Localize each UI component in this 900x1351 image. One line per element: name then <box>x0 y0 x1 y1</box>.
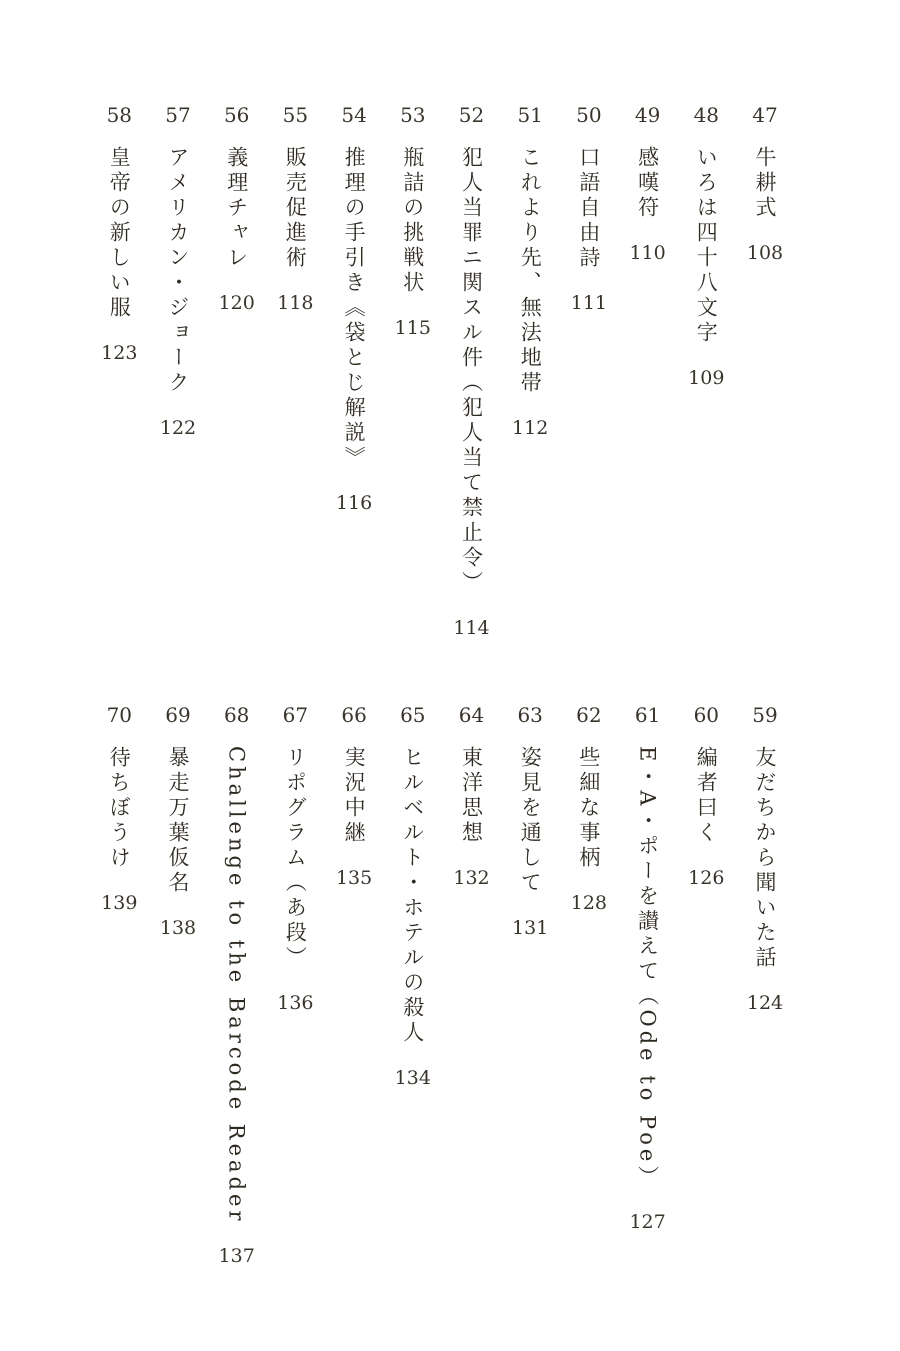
entry-number: 62 <box>576 703 602 727</box>
toc-entry <box>448 698 496 888</box>
entry-page-number-text: 139 <box>101 892 138 914</box>
toc-entry <box>95 98 143 363</box>
entry-title: 東洋思想 <box>459 746 484 846</box>
entry-number: 65 <box>400 703 426 727</box>
entry-number: 49 <box>634 103 661 127</box>
entry-title: E・A・ポーを讃えて（Ode to Poe） <box>635 746 660 1191</box>
entry-number: 60 <box>693 703 720 727</box>
entry-number: 55 <box>282 103 309 127</box>
entry-title: 推理の手引き《袋とじ解説》 <box>342 146 367 471</box>
entry-page-number-text: 127 <box>629 1211 666 1234</box>
entry-page-number-text: 111 <box>570 292 608 314</box>
entry-page-number <box>219 293 255 313</box>
entry-number: 70 <box>106 703 133 727</box>
entry-page-number <box>629 243 665 263</box>
entry-page-number <box>101 343 137 363</box>
toc-entry <box>330 98 378 513</box>
entry-number: 63 <box>517 703 543 727</box>
toc-entry <box>565 698 613 913</box>
entry-number: 66 <box>341 703 367 727</box>
entry-title: 皇帝の新しい服 <box>107 146 132 321</box>
entry-page-number <box>336 493 372 513</box>
entry-page-number-text: 132 <box>453 867 490 889</box>
toc-entry <box>624 698 672 1232</box>
entry-title: 姿見を通して <box>518 746 543 896</box>
entry-title: 口語自由詩 <box>576 146 601 271</box>
entry-page-number <box>571 293 607 313</box>
entry-page-number <box>160 418 196 438</box>
toc-entry <box>271 98 319 313</box>
entry-title: アメリカン・ジョーク <box>166 146 190 396</box>
entry-page-number-text: 131 <box>512 917 549 939</box>
toc-entry <box>389 698 437 1088</box>
toc-entry <box>330 698 378 888</box>
entry-title: Challenge to the Barcode Reader <box>224 746 249 1225</box>
entry-page-number <box>512 418 548 438</box>
entry-title: 犯人当罪ニ関スル件（犯人当て禁止令） <box>459 146 484 596</box>
entry-number: 51 <box>517 103 543 127</box>
entry-page-number <box>336 868 372 888</box>
entry-page-number-text: 128 <box>570 892 608 914</box>
toc-entry <box>213 698 261 1266</box>
entry-page-number <box>512 918 548 938</box>
entry-page-number-text: 122 <box>159 417 197 439</box>
toc-entry <box>448 98 496 638</box>
entry-page-number-text: 124 <box>746 992 784 1014</box>
entry-page-number-text: 136 <box>277 992 314 1014</box>
entry-title: 牛耕式 <box>753 146 777 221</box>
toc-entry <box>389 98 437 338</box>
entry-page-number-text: 135 <box>335 867 373 889</box>
toc-entry <box>506 98 554 438</box>
entry-page-number <box>688 368 724 388</box>
toc-entry <box>624 98 672 263</box>
toc-entry <box>741 698 789 1013</box>
entry-page-number-text: 116 <box>335 492 373 514</box>
entry-page-number <box>277 293 313 313</box>
entry-page-number-text: 108 <box>746 242 784 264</box>
entry-page-number <box>453 868 489 888</box>
entry-number: 56 <box>223 103 250 127</box>
entry-page-number-text: 134 <box>394 1067 431 1089</box>
entry-title: 販売促進術 <box>283 146 308 271</box>
entry-number: 69 <box>165 703 191 727</box>
entry-number: 59 <box>752 703 778 727</box>
toc-entry <box>506 698 554 938</box>
entry-title: 実況中継 <box>342 746 367 846</box>
entry-number: 58 <box>106 103 133 127</box>
entry-title: いろは四十八文字 <box>694 146 719 346</box>
entry-title: これより先、無法地帯 <box>518 146 543 396</box>
entry-number: 67 <box>282 703 309 727</box>
entry-title: 編者曰く <box>694 746 719 846</box>
entry-number: 57 <box>165 103 191 127</box>
entry-title: 感嘆符 <box>635 146 660 221</box>
toc-entry <box>682 98 730 388</box>
entry-number: 52 <box>458 103 485 127</box>
entry-page-number-text: 123 <box>101 342 138 364</box>
entry-number: 54 <box>341 103 367 127</box>
entry-number: 53 <box>400 103 426 127</box>
toc-entry <box>682 698 730 888</box>
entry-number: 50 <box>576 103 602 127</box>
entry-title: ヒルベルト・ホテルの殺人 <box>400 746 425 1046</box>
entry-number: 47 <box>752 103 778 127</box>
entry-page-number <box>101 893 137 913</box>
entry-page-number-text: 120 <box>218 292 255 314</box>
entry-page-number-text: 112 <box>512 417 549 439</box>
entry-page-number <box>453 618 489 638</box>
toc-entry <box>154 98 202 438</box>
entry-page-number-text: 109 <box>688 367 725 389</box>
entry-page-number <box>395 318 431 338</box>
entry-page-number-text: 138 <box>159 917 197 939</box>
entry-page-number-text: 110 <box>629 242 666 264</box>
entry-title: 瓶詰の挑戦状 <box>400 146 425 296</box>
entry-page-number-text: 115 <box>394 317 431 339</box>
entry-page-number <box>160 918 196 938</box>
entry-number: 48 <box>693 103 720 127</box>
entry-title: 友だちから聞いた話 <box>753 746 777 971</box>
entry-title: 待ちぼうけ <box>107 746 132 871</box>
toc-entry <box>213 98 261 313</box>
entry-number: 68 <box>223 703 250 727</box>
entry-title: 義理チャレ <box>224 146 249 271</box>
entry-page-number <box>688 868 724 888</box>
entry-page-number-text: 118 <box>277 292 314 314</box>
entry-page-number <box>395 1068 431 1088</box>
entry-page-number-text: 126 <box>688 867 725 889</box>
entry-page-number <box>747 993 783 1013</box>
toc-entry <box>741 98 789 263</box>
entry-title: 些細な事柄 <box>576 746 601 871</box>
entry-page-number <box>571 893 607 913</box>
entry-title: リポグラム（あ段） <box>283 746 308 971</box>
entry-title: 暴走万葉仮名 <box>166 746 190 896</box>
entry-page-number <box>277 993 313 1013</box>
entry-page-number <box>629 1212 665 1232</box>
entry-page-number-text: 137 <box>218 1245 255 1268</box>
entry-page-number <box>747 243 783 263</box>
entry-number: 61 <box>634 703 661 727</box>
toc-entry <box>565 98 613 313</box>
toc-entry <box>271 698 319 1013</box>
entry-number: 64 <box>458 703 485 727</box>
toc-entry <box>154 698 202 938</box>
entry-page-number <box>219 1246 255 1266</box>
toc-entry <box>95 698 143 913</box>
entry-page-number-text: 114 <box>453 617 490 639</box>
